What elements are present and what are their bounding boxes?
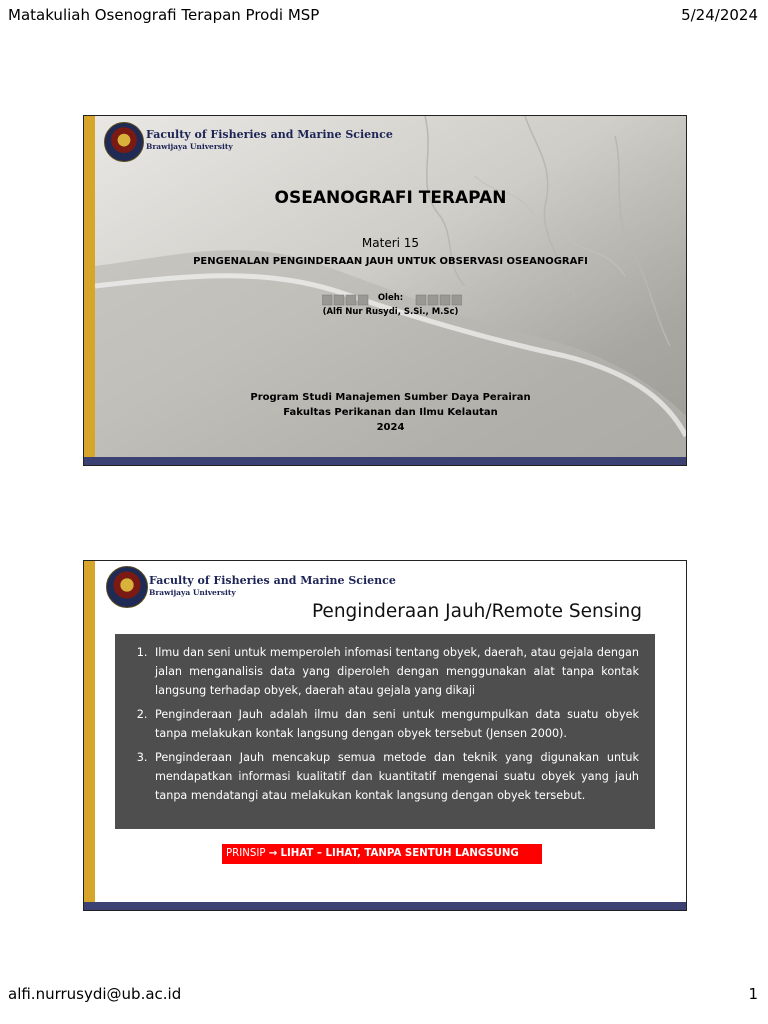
- slide1-subtitle: PENGENALAN PENGINDERAAN JAUH UNTUK OBSERVASI OSEANOGRAFI: [193, 256, 588, 267]
- slide1-title: OSEANOGRAFI TERAPAN: [274, 188, 507, 208]
- definition-list: [115, 634, 655, 805]
- university-logo: [104, 122, 144, 162]
- university-name: Brawijaya University: [146, 142, 233, 151]
- list-item: 3. Penginderaan Jauh mencakup semua metode dan teknik yang digunakan untuk mendapatkan informasi kualitatif dan kuantitatif mengenai suatu obyek yang jauh tanpa mendatangi atau melakukan kontak langsung dengan obyek tersebut.: [151, 748, 639, 805]
- faculty-name: Faculty of Fisheries and Marine Science: [149, 574, 396, 587]
- gold-accent-bar: [84, 561, 95, 902]
- slide2-title: Penginderaan Jauh/Remote Sensing: [311, 601, 642, 622]
- university-logo: [106, 566, 148, 608]
- year: 2024: [376, 422, 405, 433]
- oleh-label: Oleh:: [377, 293, 404, 303]
- arrow-icon: →: [268, 848, 278, 859]
- author-name: (Alfi Nur Rusydi, S.Si., M.Sc): [322, 307, 459, 317]
- navy-corner: [84, 902, 95, 910]
- slide-remote-sensing: [83, 560, 687, 911]
- prinsip-label: PRINSIP: [226, 848, 266, 859]
- program-name: Program Studi Manajemen Sumber Daya Perairan: [250, 392, 531, 403]
- slide-title: [83, 115, 687, 466]
- prinsip-banner: [222, 844, 542, 864]
- faculty-name: Faculty of Fisheries and Marine Science: [146, 128, 393, 141]
- materi-number: Materi 15: [361, 236, 420, 250]
- faculty-indonesian: Fakultas Perikanan dan Ilmu Kelautan: [283, 407, 498, 418]
- document-header-title: Matakuliah Osenografi Terapan Prodi MSP: [8, 6, 320, 24]
- gold-accent-bar: [84, 116, 95, 457]
- university-name: Brawijaya University: [149, 588, 236, 597]
- navy-accent-bar: [84, 457, 686, 465]
- definition-box: [115, 634, 655, 829]
- prinsip-text: LIHAT – LIHAT, TANPA SENTUH LANGSUNG: [280, 848, 519, 859]
- document-header-date: 5/24/2024: [681, 6, 758, 24]
- list-item: 2. Penginderaan Jauh adalah ilmu dan seni untuk mengumpulkan data suatu obyek tanpa melakukan kontak langsung dengan obyek tersebut (Jensen 2000).: [151, 705, 639, 743]
- page-number: 1: [748, 985, 758, 1003]
- footer-email: alfi.nurrusydi@ub.ac.id: [8, 985, 182, 1003]
- program-info: [95, 390, 686, 435]
- list-item: 1. Ilmu dan seni untuk memperoleh infomasi tentang obyek, daerah, atau gejala dengan jalan menganalisis data yang diperoleh dengan menggunakan alat tanpa kontak langsung terhadap obyek, daerah atau gejala yang dikaji: [151, 643, 639, 700]
- navy-accent-bar: [84, 902, 686, 910]
- navy-corner: [84, 457, 95, 465]
